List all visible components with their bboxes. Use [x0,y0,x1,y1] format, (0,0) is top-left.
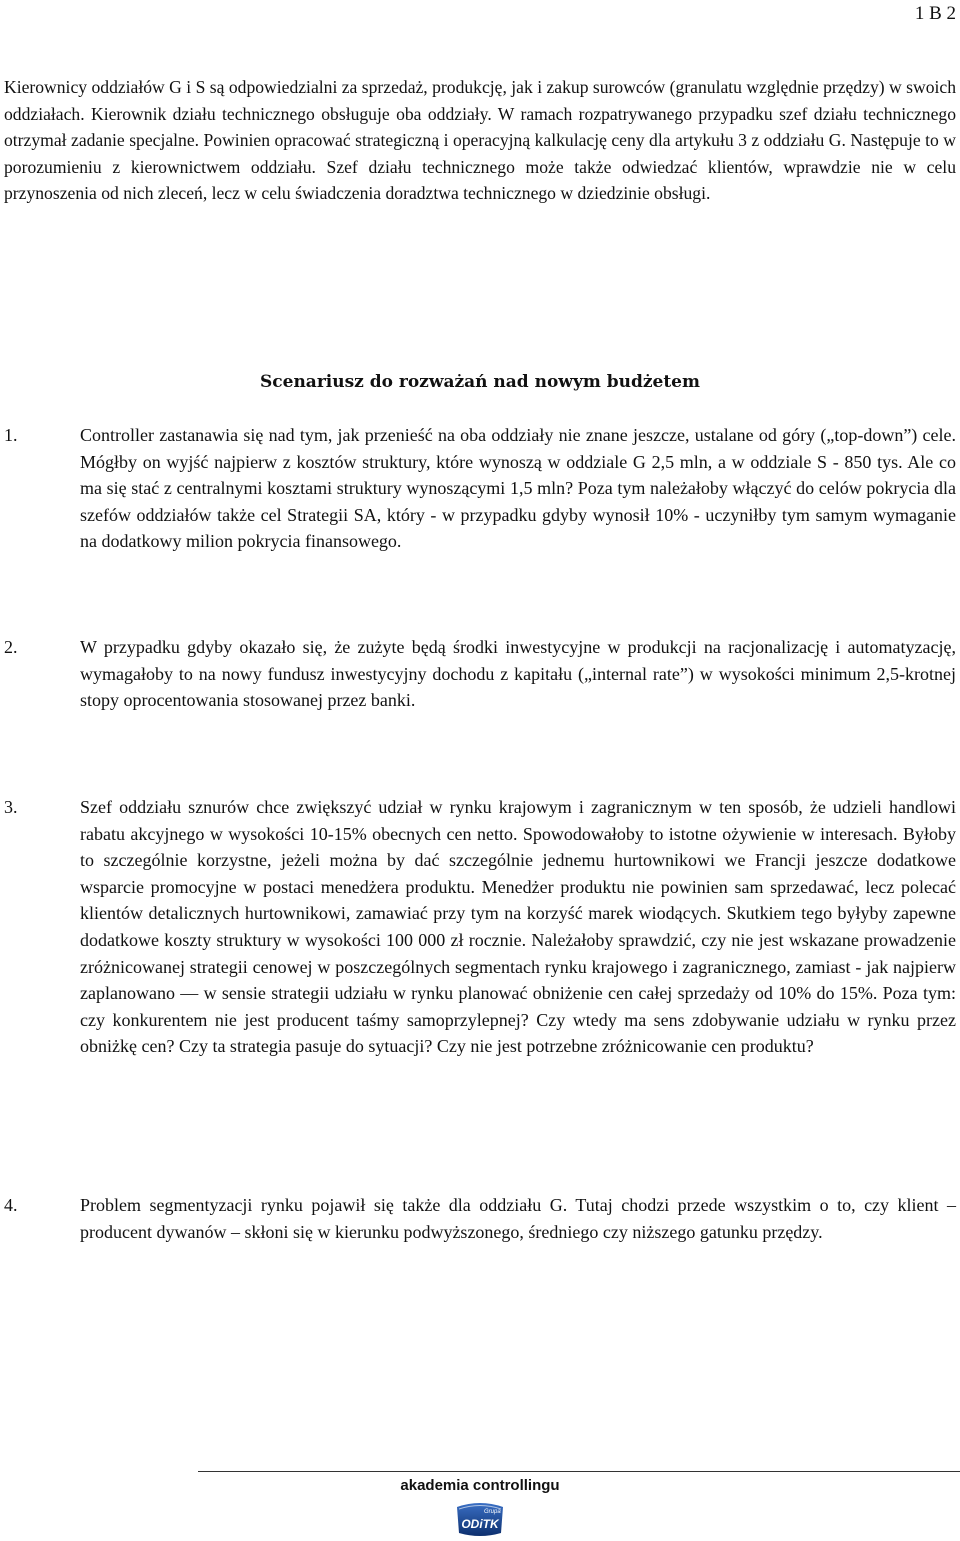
item-text: Szef oddziału sznurów chce zwiększyć udział w rynku krajowym i zagranicznym w ten sposób, że udzieli handlowi rabatu akcyjnego w wysokości 10-15% obecnych cen netto. Spowodowałoby to istotne ożywienie w interesach. Byłoby to szczególnie korzystne, jeżeli można by dać szczególnie jednemu hurtownikowi we Francji jeszcze dodatkowe wsparcie promocyjne w postaci menedżera produktu. Menedżer produktu nie powinien sam sprzedawać, lecz polecać klientów detalicznych hurtownikowi, zamawiać przy tym na korzyść marek wiodących. Skutkiem tego byłyby zapewne dodatkowe koszty struktury w wysokości 100 000 zł rocznie. Należałoby sprawdzić, czy nie jest wskazane prowadzenie zróżnicowanej strategii cenowej w poszczególnych segmentach rynku krajowego i zagranicznego, zamiast - jak najpierw zaplanowano — w sensie strategii udziału w rynku planować obniżenie cen całej sprzedaży od 10% do 15%. Poza tym: czy konkurentem nie jest producent taśmy samoprzylepnej? Czy wtedy ma sens zdobywanie udziału w rynku przez obniżkę cen? Czy ta strategia pasuje do sytuacji? Czy nie jest potrzebne zróżnicowanie cen produktu? [80,797,956,1057]
footer-divider [198,1471,960,1472]
logo-text: ODiTK [461,1517,499,1531]
scenario-item-2 [4,634,956,714]
oditk-logo-icon [453,1497,507,1539]
scenario-item-1 [4,422,956,555]
footer-brand: akademia controllingu [400,1477,560,1494]
item-number: 3. [4,797,18,817]
item-text: W przypadku gdyby okazało się, że zużyte będą środki inwestycyjne w produkcji na racjonalizację i automatyzację, wymagałoby to na nowy fundusz inwestycyjny dochodu z kapitału („internal rate”) w wysokości minimum 2,5-krotnej stopy oprocentowania stosowanej przez banki. [80,637,956,711]
logo-small-text: Grupa [484,1509,501,1515]
page-number: 1 B 2 [914,3,956,24]
item-number: 1. [4,425,18,445]
scenario-item-3 [4,794,956,1060]
intro-paragraph: Kierownicy oddziałów G i S są odpowiedzialni za sprzedaż, produkcję, jak i zakup surowców (granulatu względnie przędzy) w swoich oddziałach. Kierownik działu technicznego obsługuje oba oddziały. W ramach rozpatrywanego przypadku szef działu technicznego otrzymał zadanie specjalne. Powinien opracować strategiczną i operacyjną kalkulację ceny dla artykułu 3 z oddziału G. Następuje to w porozumieniu z kierownictwem oddziału. Szef działu technicznego może także odwiedzać klientów, wprawdzie nie w celu przynoszenia od nich zleceń, lecz w celu świadczenia doradztwa technicznego w dziedzinie obsługi. [4,77,956,203]
item-number: 2. [4,637,18,657]
section-heading: Scenariusz do rozważań nad nowym budżetem [260,372,700,392]
item-text: Problem segmentyzacji rynku pojawił się także dla oddziału G. Tutaj chodzi przede wszystkim o to, czy klient – producent dywanów – skłoni się w kierunku podwyższonego, średniego czy niższego gatunku przędzy. [80,1195,956,1242]
item-number: 4. [4,1195,18,1215]
item-text: Controller zastanawia się nad tym, jak przenieść na oba oddziały nie znane jeszcze, ustalane od góry („top-down”) cele. Mógłby on wyjść najpierw z kosztów struktury, które wynoszą w oddziale G 2,5 mln, a w oddziale S - 850 tys. Ale co ma się stać z centralnymi kosztami struktury wynoszącymi 1,5 mln? Poza tym należałoby włączyć do celów pokrycia dla szefów oddziałów także cel Strategii SA, który - w przypadku gdyby wynosił 10% - uczyniłby tym samym wymaganie na dodatkowy milion pokrycia finansowego. [80,425,956,552]
scenario-item-4 [4,1192,956,1245]
